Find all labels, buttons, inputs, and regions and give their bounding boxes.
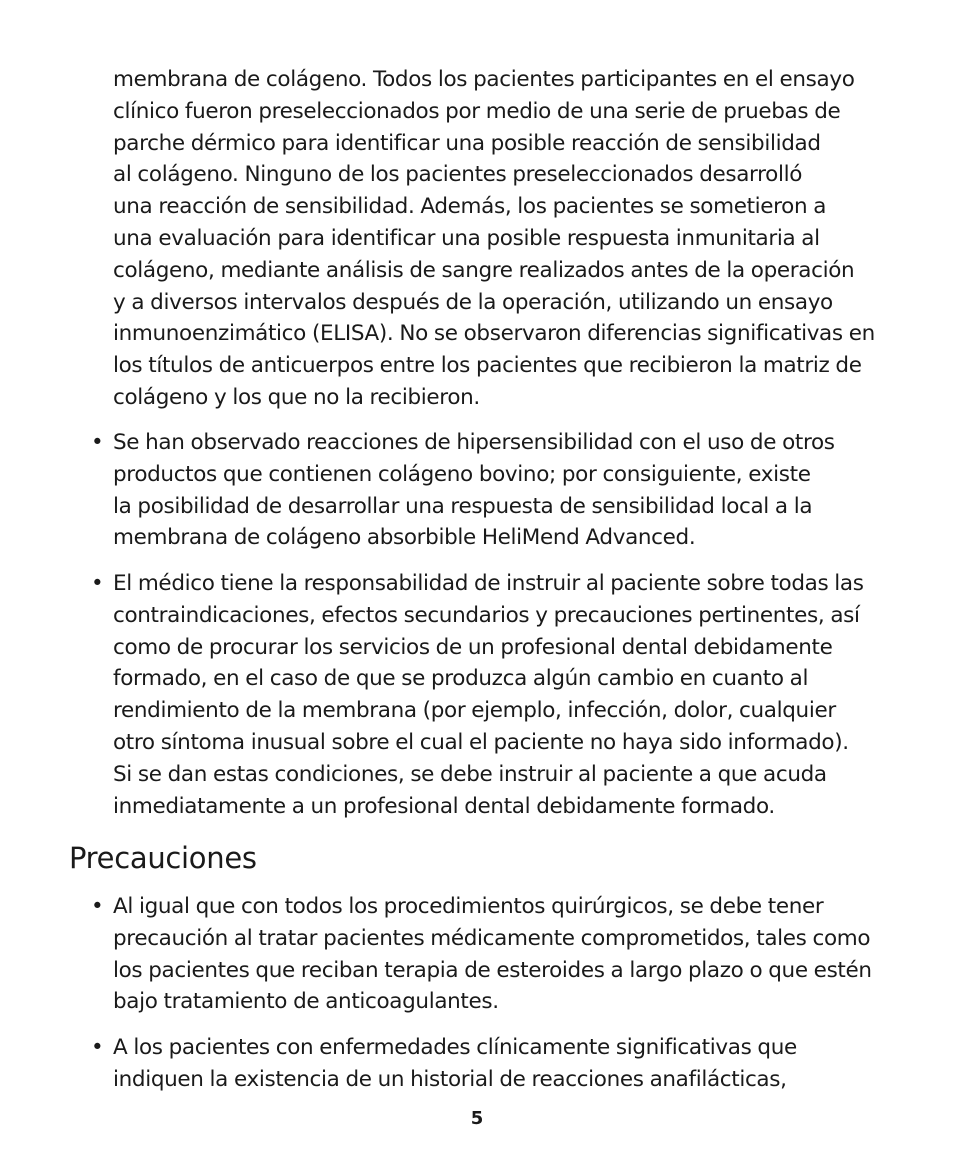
paragraph-line: colágeno y los que no la recibieron. — [113, 384, 480, 410]
paragraph-line: clínico fueron preseleccionados por medio de una serie de pruebas de — [113, 98, 841, 124]
bullet-line: indiquen la existencia de un historial de reacciones anafilácticas, — [113, 1066, 787, 1092]
paragraph-line: una evaluación para identificar una posible respuesta inmunitaria al — [113, 225, 820, 251]
bullet-line: formado, en el caso de que se produzca algún cambio en cuanto al — [113, 666, 809, 692]
bullet-item-anaphylaxis-history — [91, 1032, 893, 1096]
bullet-marker: • — [91, 1035, 104, 1060]
bullet-line: precaución al tratar pacientes médicamente comprometidos, tales como — [113, 925, 871, 951]
bullet-line: como de procurar los servicios de un profesional dental debidamente — [113, 634, 833, 660]
bullet-line: otro síntoma inusual sobre el cual el paciente no haya sido informado). — [113, 729, 849, 755]
bullet-line: la posibilidad de desarrollar una respuesta de sensibilidad local a la — [113, 493, 813, 519]
paragraph-line: inmunoenzimático (ELISA). No se observaron diferencias significativas en — [113, 321, 875, 347]
paragraph-line: los títulos de anticuerpos entre los pacientes que recibieron la matriz de — [113, 353, 862, 379]
bullet-marker: • — [91, 430, 104, 455]
bullet-line: rendimiento de la membrana (por ejemplo, infección, dolor, cualquier — [113, 698, 836, 724]
paragraph-line: parche dérmico para identificar una posible reacción de sensibilidad — [113, 130, 821, 156]
bullet-item-physician-responsibility — [91, 568, 893, 822]
continuation-paragraph — [113, 64, 893, 414]
paragraph-line: una reacción de sensibilidad. Además, los pacientes se sometieron a — [113, 194, 827, 220]
bullet-line: inmediatamente a un profesional dental debidamente formado. — [113, 793, 775, 819]
bullet-line: los pacientes que reciban terapia de esteroides a largo plazo o que estén — [113, 957, 872, 983]
bullet-item-surgical-precaution — [91, 891, 893, 1018]
page-number: 5 — [470, 1108, 484, 1129]
bullet-line: contraindicaciones, efectos secundarios y precauciones pertinentes, así — [113, 602, 860, 628]
bullet-line: membrana de colágeno absorbible HeliMend Advanced. — [113, 525, 696, 551]
paragraph-line: al colágeno. Ninguno de los pacientes preseleccionados desarrolló — [113, 162, 803, 188]
bullet-line: productos que contienen colágeno bovino; por consiguiente, existe — [113, 461, 811, 487]
bullet-line: Se han observado reacciones de hipersensibilidad con el uso de otros — [113, 430, 835, 455]
bullet-item-hypersensitivity — [91, 427, 893, 554]
bullet-line: Si se dan estas condiciones, se debe instruir al paciente a que acuda — [113, 761, 827, 787]
bullet-marker: • — [91, 571, 104, 596]
bullet-line: Al igual que con todos los procedimientos quirúrgicos, se debe tener — [113, 894, 824, 919]
bullet-line: El médico tiene la responsabilidad de instruir al paciente sobre todas las — [113, 571, 864, 596]
bullet-marker: • — [91, 894, 104, 919]
bullet-line: bajo tratamiento de anticoagulantes. — [113, 989, 499, 1015]
section-heading-precauciones: Precauciones — [69, 841, 257, 875]
paragraph-line: colágeno, mediante análisis de sangre realizados antes de la operación — [113, 257, 855, 283]
bullet-line: A los pacientes con enfermedades clínicamente significativas que — [113, 1035, 797, 1060]
paragraph-line: membrana de colágeno. Todos los pacientes participantes en el ensayo — [113, 67, 855, 92]
paragraph-line: y a diversos intervalos después de la operación, utilizando un ensayo — [113, 289, 833, 315]
